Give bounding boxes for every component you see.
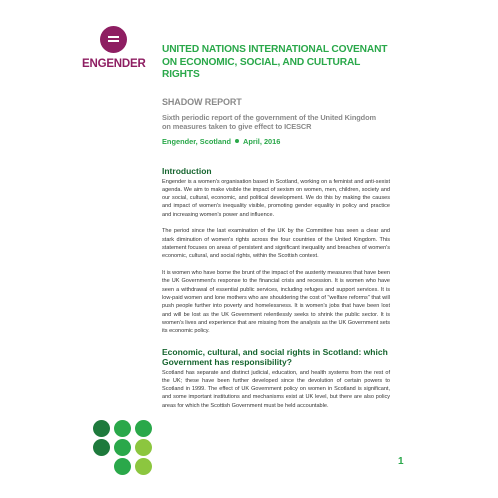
engender-logo [82, 26, 144, 70]
org-name: Engender, Scotland [162, 136, 231, 146]
decorative-dot [135, 420, 152, 437]
document-title [162, 44, 390, 82]
document-subtitle [162, 113, 390, 131]
page-number: 1 [398, 456, 404, 467]
decorative-dots-graphic [93, 420, 155, 476]
decorative-dot [93, 420, 110, 437]
document-meta [162, 137, 390, 146]
section-2-heading [162, 347, 390, 367]
decorative-dot [135, 458, 152, 475]
shadow-report-label: SHADOW REPORT [162, 96, 242, 107]
title-line-2: ON ECONOMIC, SOCIAL, AND CULTURAL RIGHTS [162, 56, 361, 80]
subtitle-line-1: Sixth periodic report of the government of the United Kingdom [162, 112, 376, 122]
decorative-dot [93, 439, 110, 456]
section-2-paragraph-1: Scotland has separate and distinct judicial, education, and health systems from the rest of the UK; these have been further developed since the devolution of certain powers to Scotland in 1999. The effect of UK Government policy on women in Scotland is significant, and some important institutions and mechanisms exist at UK level, but there are also policy areas for which the Scottish Government must be held accountable. [162, 369, 390, 409]
decorative-dot [114, 439, 131, 456]
introduction-heading: Introduction [162, 165, 212, 176]
title-line-1: UNITED NATIONS INTERNATIONAL COVENANT [162, 44, 388, 55]
section-2-heading-line-2: Government has responsibility? [162, 356, 292, 367]
document-body [162, 44, 390, 410]
report-date: April, 2016 [243, 136, 281, 146]
intro-paragraph-2: The period since the last examination of the UK by the Committee has seen a clear and stark diminution of women's rights across the four countries of the United Kingdom. This statement focuses on areas of persistent and significant inequality and breaches of women's economic, cultural, and social rights, within the Scottish context. [162, 228, 390, 260]
section-2-heading-line-1: Economic, cultural, and social rights in Scotland: which [162, 346, 388, 357]
bullet-dot-icon [235, 139, 239, 143]
intro-paragraph-3: It is women who have borne the brunt of the impact of the austerity measures that have been the UK Government's response to the financial crisis and recession. It is women who have seen a withdrawal of essential public services, including refuges and support services. It is low-paid women and lone mothers who are shouldering the cost of "welfare reforms" that will push people further into poverty and homelessness. It is women's jobs that have been lost and will be lost as the UK Government relentlessly seeks to shrink the public sector. It is women's lives and experience that are missing from the analysis as the UK Government sets its economic policy. [162, 270, 390, 335]
decorative-dot [114, 420, 131, 437]
decorative-dot [135, 439, 152, 456]
intro-paragraph-1: Engender is a women's organisation based in Scotland, working on a feminist and anti-sexist agenda. We aim to make visible the impact of sexism on women, men, children, society and our social, cultural, economic, and political development. We do this by making the causes and impact of women's inequality visible, promoting gender equality in policy and practice and increasing women's power and influence. [162, 178, 390, 218]
equals-icon [100, 26, 127, 53]
logo-wordmark: ENGENDER [82, 58, 146, 70]
decorative-dot [114, 458, 131, 475]
subtitle-line-2: on measures taken to give effect to ICESCR [162, 121, 312, 131]
